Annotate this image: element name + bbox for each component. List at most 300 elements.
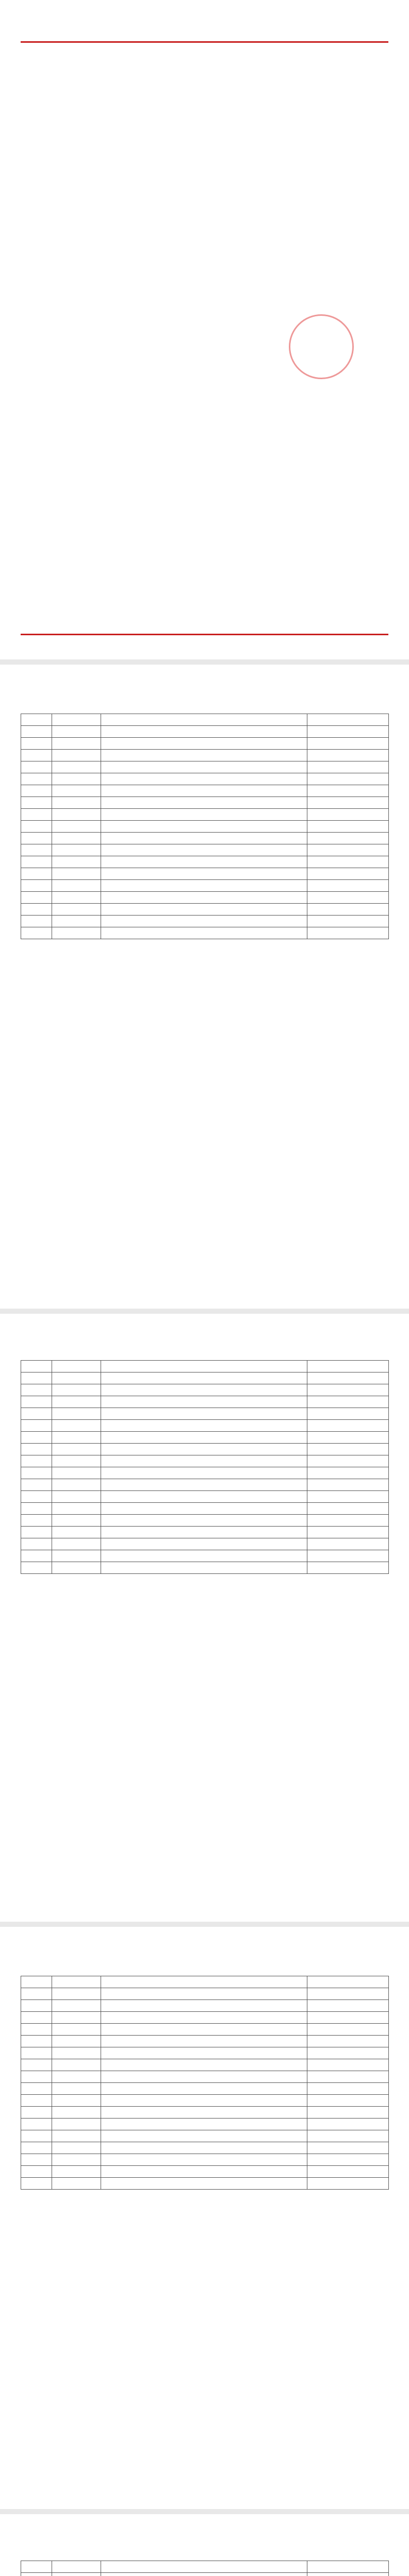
cell-result	[307, 1562, 389, 1574]
cell-organization	[101, 761, 307, 773]
cell-name	[52, 2561, 101, 2573]
cell-organization	[101, 1420, 307, 1432]
cell-result	[307, 1420, 389, 1432]
table-row	[21, 2047, 389, 2059]
cell-name	[52, 1408, 101, 1420]
cell-organization	[101, 1976, 307, 1988]
cell-index	[21, 2573, 52, 2576]
cell-result	[307, 1455, 389, 1467]
cell-index	[21, 904, 52, 916]
cell-result	[307, 1479, 389, 1491]
table-row	[21, 916, 389, 927]
cell-result	[307, 2142, 389, 2154]
cell-name	[52, 2142, 101, 2154]
cell-index	[21, 1432, 52, 1444]
cell-name	[52, 2059, 101, 2071]
cell-result	[307, 1538, 389, 1550]
cell-name	[52, 1396, 101, 1408]
cell-organization	[101, 2154, 307, 2166]
cell-organization	[101, 1444, 307, 1455]
cell-result	[307, 2107, 389, 2119]
table-row	[21, 1408, 389, 1420]
table-row	[21, 2142, 389, 2154]
cell-result	[307, 1432, 389, 1444]
cell-organization	[101, 2000, 307, 2012]
table-row	[21, 2178, 389, 2190]
cell-index	[21, 856, 52, 868]
cell-organization	[101, 1361, 307, 1372]
notice-paragraph-1	[31, 142, 378, 154]
cell-index	[21, 2083, 52, 2095]
cell-index	[21, 916, 52, 927]
cell-index	[21, 1976, 52, 1988]
page-2	[0, 665, 409, 1309]
table-row	[21, 2000, 389, 2012]
cell-organization	[101, 2095, 307, 2107]
cell-result	[307, 2573, 389, 2576]
page-footer	[0, 1283, 409, 1298]
cell-result	[307, 2012, 389, 2024]
notice-date	[198, 352, 368, 362]
table-title	[21, 693, 388, 707]
cell-name	[52, 1467, 101, 1479]
cell-organization	[101, 1408, 307, 1420]
cell-organization	[101, 868, 307, 880]
cell-result	[307, 2561, 389, 2573]
table-row	[21, 1550, 389, 1562]
results-table-part-3	[21, 1976, 389, 2190]
cell-result	[307, 1988, 389, 2000]
cell-index	[21, 1503, 52, 1515]
results-table-part-4	[21, 2561, 389, 2576]
cell-organization	[101, 1527, 307, 1538]
cell-index	[21, 1455, 52, 1467]
table-row	[21, 2071, 389, 2083]
cell-name	[52, 844, 101, 856]
cell-organization	[101, 1491, 307, 1503]
table-row	[21, 2154, 389, 2166]
table-row	[21, 2166, 389, 2178]
cell-name	[52, 1503, 101, 1515]
cell-result	[307, 1503, 389, 1515]
cell-name	[52, 1432, 101, 1444]
page-3	[0, 1314, 409, 1922]
cell-name	[52, 2095, 101, 2107]
cell-organization	[101, 2107, 307, 2119]
table-row	[21, 2095, 389, 2107]
cell-organization	[101, 1372, 307, 1384]
cell-name	[52, 1515, 101, 1527]
cell-name	[52, 833, 101, 844]
table-row	[21, 856, 389, 868]
cell-organization	[101, 1538, 307, 1550]
cell-result	[307, 844, 389, 856]
cell-name	[52, 2047, 101, 2059]
cell-result	[307, 1976, 389, 1988]
cell-result	[307, 797, 389, 809]
cell-name	[52, 1976, 101, 1988]
cell-index	[21, 1444, 52, 1455]
cell-organization	[101, 2178, 307, 2190]
cell-index	[21, 2071, 52, 2083]
table-row	[21, 2107, 389, 2119]
cell-index	[21, 773, 52, 785]
table-row	[21, 1396, 389, 1408]
cell-index	[21, 750, 52, 761]
table-row	[21, 1467, 389, 1479]
cell-index	[21, 1467, 52, 1479]
notice-title	[31, 62, 378, 108]
cell-result	[307, 2166, 389, 2178]
cell-result	[307, 833, 389, 844]
table-row	[21, 2573, 389, 2576]
cell-organization	[101, 821, 307, 833]
header-index	[21, 714, 52, 726]
page-footer	[0, 2483, 409, 2499]
cell-result	[307, 2036, 389, 2047]
cell-organization	[101, 1396, 307, 1408]
cell-name	[52, 2083, 101, 2095]
table-row	[21, 2024, 389, 2036]
cell-index	[21, 738, 52, 750]
cell-organization	[101, 2059, 307, 2071]
page-separator	[0, 1309, 409, 1314]
cell-organization	[101, 1515, 307, 1527]
notice-signature	[198, 340, 368, 349]
cell-result	[307, 785, 389, 797]
cell-name	[52, 916, 101, 927]
cell-name	[52, 761, 101, 773]
cell-organization	[101, 1550, 307, 1562]
cell-name	[52, 726, 101, 738]
cell-result	[307, 761, 389, 773]
cell-organization	[101, 2166, 307, 2178]
page-4	[0, 1927, 409, 2509]
cell-index	[21, 1538, 52, 1550]
table-row	[21, 1420, 389, 1432]
page-footer	[0, 1891, 409, 1906]
cell-name	[52, 2107, 101, 2119]
cell-organization	[101, 785, 307, 797]
cell-name	[52, 773, 101, 785]
cell-organization	[101, 856, 307, 868]
cell-index	[21, 797, 52, 809]
cell-name	[52, 892, 101, 904]
cell-result	[307, 1444, 389, 1455]
cell-result	[307, 738, 389, 750]
notice-addressee	[31, 120, 378, 129]
cell-result	[307, 916, 389, 927]
page-1	[0, 0, 409, 659]
notice-paragraph-2	[31, 170, 378, 182]
cell-name	[52, 1361, 101, 1372]
cell-result	[307, 1550, 389, 1562]
cell-result	[307, 2178, 389, 2190]
table-row	[21, 750, 389, 761]
cell-name	[52, 1372, 101, 1384]
cell-result	[307, 2119, 389, 2130]
cell-name	[52, 880, 101, 892]
cell-result	[307, 856, 389, 868]
cell-organization	[101, 916, 307, 927]
cell-result	[307, 773, 389, 785]
cell-result	[307, 1408, 389, 1420]
cell-name	[52, 2000, 101, 2012]
cell-result	[307, 1361, 389, 1372]
header-result	[307, 714, 389, 726]
table-row	[21, 2130, 389, 2142]
table-row	[21, 1976, 389, 1988]
table-row	[21, 927, 389, 939]
banner-red-rule	[21, 41, 388, 43]
cell-name	[52, 2012, 101, 2024]
cell-result	[307, 1515, 389, 1527]
cell-name	[52, 856, 101, 868]
cell-organization	[101, 2071, 307, 2083]
cell-index	[21, 1408, 52, 1420]
cell-result	[307, 1527, 389, 1538]
cell-result	[307, 2083, 389, 2095]
cell-index	[21, 2095, 52, 2107]
cell-organization	[101, 904, 307, 916]
cell-index	[21, 1396, 52, 1408]
cell-result	[307, 892, 389, 904]
document-banner-title	[0, 9, 409, 35]
cell-index	[21, 844, 52, 856]
cell-result	[307, 2059, 389, 2071]
cell-index	[21, 1420, 52, 1432]
cell-result	[307, 809, 389, 821]
table-row	[21, 880, 389, 892]
cell-index	[21, 1527, 52, 1538]
cell-name	[52, 785, 101, 797]
cell-index	[21, 868, 52, 880]
cell-organization	[101, 1432, 307, 1444]
cell-organization	[101, 2036, 307, 2047]
cell-result	[307, 2047, 389, 2059]
cell-index	[21, 761, 52, 773]
cell-organization	[101, 1562, 307, 1574]
table-header-row	[21, 714, 389, 726]
results-table-part-1	[21, 714, 389, 939]
cell-index	[21, 2119, 52, 2130]
table-row	[21, 1988, 389, 2000]
page-separator	[0, 1922, 409, 1927]
cell-index	[21, 2178, 52, 2190]
table-row	[21, 1491, 389, 1503]
cell-organization	[101, 2083, 307, 2095]
table-row	[21, 738, 389, 750]
cell-index	[21, 1988, 52, 2000]
cell-result	[307, 2095, 389, 2107]
cell-organization	[101, 2142, 307, 2154]
table-row	[21, 868, 389, 880]
table-row	[21, 1515, 389, 1527]
cell-organization	[101, 2047, 307, 2059]
cell-result	[307, 880, 389, 892]
cell-index	[21, 1491, 52, 1503]
cell-organization	[101, 833, 307, 844]
cell-organization	[101, 880, 307, 892]
table-row	[21, 785, 389, 797]
cell-index	[21, 1550, 52, 1562]
cell-organization	[101, 892, 307, 904]
cell-organization	[101, 797, 307, 809]
cell-name	[52, 809, 101, 821]
cell-result	[307, 1491, 389, 1503]
table-row	[21, 797, 389, 809]
cell-name	[52, 2119, 101, 2130]
cell-index	[21, 1384, 52, 1396]
cell-name	[52, 1550, 101, 1562]
cell-index	[21, 2012, 52, 2024]
page-separator	[0, 659, 409, 665]
cell-organization	[101, 1503, 307, 1515]
table-row	[21, 1444, 389, 1455]
cell-name	[52, 1384, 101, 1396]
cell-organization	[101, 726, 307, 738]
table-row	[21, 844, 389, 856]
cell-result	[307, 1396, 389, 1408]
table-row	[21, 2083, 389, 2095]
notice-paragraph-3	[31, 268, 378, 280]
cell-name	[52, 1420, 101, 1432]
table-row	[21, 726, 389, 738]
table-row	[21, 773, 389, 785]
cell-result	[307, 1384, 389, 1396]
cell-organization	[101, 2024, 307, 2036]
cell-result	[307, 1372, 389, 1384]
cell-name	[52, 868, 101, 880]
cell-organization	[101, 738, 307, 750]
cell-name	[52, 2036, 101, 2047]
cell-index	[21, 2024, 52, 2036]
cell-index	[21, 927, 52, 939]
cell-result	[307, 868, 389, 880]
notice-contact	[31, 367, 378, 376]
cell-organization	[101, 1384, 307, 1396]
table-row	[21, 2561, 389, 2573]
cell-name	[52, 1562, 101, 1574]
cell-result	[307, 2071, 389, 2083]
table-row	[21, 1372, 389, 1384]
cell-name	[52, 1479, 101, 1491]
cell-organization	[101, 1455, 307, 1467]
table-row	[21, 2059, 389, 2071]
cell-result	[307, 750, 389, 761]
cell-organization	[101, 2119, 307, 2130]
cell-result	[307, 726, 389, 738]
cell-result	[307, 2024, 389, 2036]
table-row	[21, 833, 389, 844]
cell-organization	[101, 773, 307, 785]
cell-organization	[101, 809, 307, 821]
cell-result	[307, 2154, 389, 2166]
cell-result	[307, 904, 389, 916]
cell-name	[52, 1538, 101, 1550]
cell-organization	[101, 750, 307, 761]
cell-index	[21, 1562, 52, 1574]
cell-index	[21, 2059, 52, 2071]
cell-name	[52, 1455, 101, 1467]
cell-name	[52, 1444, 101, 1455]
cell-index	[21, 2166, 52, 2178]
page-5	[0, 2514, 409, 2576]
cell-index	[21, 2036, 52, 2047]
table-row	[21, 1538, 389, 1550]
cell-result	[307, 927, 389, 939]
cell-name	[52, 2130, 101, 2142]
cell-organization	[101, 844, 307, 856]
cell-name	[52, 2573, 101, 2576]
table-row	[21, 2036, 389, 2047]
results-table-part-2	[21, 1360, 389, 1574]
cell-index	[21, 2154, 52, 2166]
table-row	[21, 1562, 389, 1574]
cell-result	[307, 2000, 389, 2012]
cell-result	[307, 1467, 389, 1479]
cell-organization	[101, 2130, 307, 2142]
table-row	[21, 1455, 389, 1467]
header-organization	[101, 714, 307, 726]
table-row	[21, 2012, 389, 2024]
cell-name	[52, 2166, 101, 2178]
cell-index	[21, 2130, 52, 2142]
table-row	[21, 1527, 389, 1538]
table-row	[21, 809, 389, 821]
cell-name	[52, 1988, 101, 2000]
cell-organization	[101, 2561, 307, 2573]
table-row	[21, 1384, 389, 1396]
cell-organization	[101, 1467, 307, 1479]
cell-index	[21, 880, 52, 892]
cell-organization	[101, 2012, 307, 2024]
cell-name	[52, 750, 101, 761]
cell-index	[21, 785, 52, 797]
page-separator	[0, 2509, 409, 2514]
cell-index	[21, 1479, 52, 1491]
cell-index	[21, 1361, 52, 1372]
table-row	[21, 1503, 389, 1515]
cell-name	[52, 821, 101, 833]
cell-index	[21, 833, 52, 844]
cell-organization	[101, 1479, 307, 1491]
cell-index	[21, 2142, 52, 2154]
cell-index	[21, 1372, 52, 1384]
cell-name	[52, 2178, 101, 2190]
table-row	[21, 761, 389, 773]
cell-index	[21, 726, 52, 738]
table-row	[21, 1432, 389, 1444]
header-name	[52, 714, 101, 726]
cell-index	[21, 821, 52, 833]
cell-name	[52, 1491, 101, 1503]
table-row	[21, 2119, 389, 2130]
cell-index	[21, 2000, 52, 2012]
table-row	[21, 1479, 389, 1491]
table-row	[21, 904, 389, 916]
cell-name	[52, 2071, 101, 2083]
cell-result	[307, 2130, 389, 2142]
cell-organization	[101, 1988, 307, 2000]
footer-red-rule	[21, 634, 388, 635]
cell-name	[52, 738, 101, 750]
cell-index	[21, 2047, 52, 2059]
table-row	[21, 821, 389, 833]
cell-index	[21, 2561, 52, 2573]
table-row	[21, 1361, 389, 1372]
attachment-reference	[31, 301, 378, 314]
